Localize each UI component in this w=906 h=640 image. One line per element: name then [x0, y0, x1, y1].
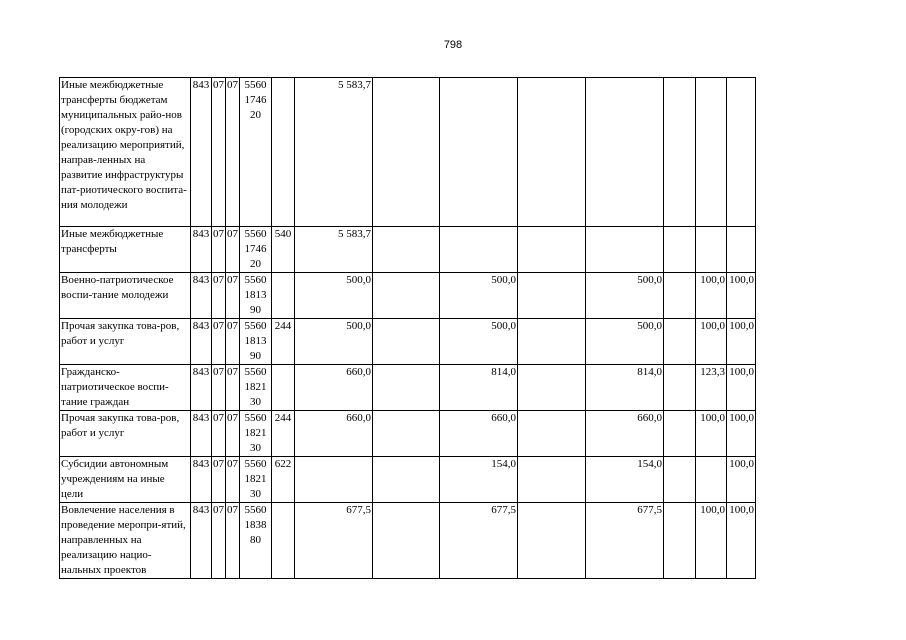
- ministry-code: 843: [191, 319, 212, 365]
- budget-table-body: [60, 78, 756, 579]
- amount-col-4: [518, 457, 586, 503]
- row-name: Иные межбюджетные трансферты бюджетам муниципальных райо-нов (городских окру-гов) на реализацию мероприятий, направ-ленных на развитие инфраструктуры пат-риотического воспита-ния молодежи: [60, 78, 191, 227]
- amount-col-3: [440, 227, 518, 273]
- expense-type-code: 244: [272, 411, 295, 457]
- subsection-code: 07: [226, 365, 240, 411]
- amount-col-2: [373, 365, 440, 411]
- amount-col-3: [440, 78, 518, 227]
- amount-col-6: [664, 319, 696, 365]
- ministry-code: 843: [191, 365, 212, 411]
- table-row: [60, 457, 756, 503]
- amount-col-1: 500,0: [295, 273, 373, 319]
- amount-col-6: [664, 78, 696, 227]
- percent-col-2: [727, 227, 756, 273]
- amount-col-1: [295, 457, 373, 503]
- percent-col-1: 100,0: [696, 503, 727, 579]
- amount-col-4: [518, 411, 586, 457]
- percent-col-2: 100,0: [727, 457, 756, 503]
- amount-col-4: [518, 78, 586, 227]
- target-article-code: 5560 1821 30: [240, 365, 272, 411]
- amount-col-5: 500,0: [586, 319, 664, 365]
- target-article-code: 5560 1746 20: [240, 78, 272, 227]
- row-name: Субсидии автономным учреждениям на иные цели: [60, 457, 191, 503]
- amount-col-6: [664, 227, 696, 273]
- subsection-code: 07: [226, 227, 240, 273]
- amount-col-2: [373, 503, 440, 579]
- amount-col-3: 660,0: [440, 411, 518, 457]
- row-name: Военно-патриотическое воспи-тание молодежи: [60, 273, 191, 319]
- amount-col-5: [586, 227, 664, 273]
- amount-col-5: 814,0: [586, 365, 664, 411]
- expense-type-code: [272, 365, 295, 411]
- percent-col-1: [696, 227, 727, 273]
- amount-col-5: 677,5: [586, 503, 664, 579]
- row-name: Прочая закупка това-ров, работ и услуг: [60, 411, 191, 457]
- target-article-code: 5560 1821 30: [240, 411, 272, 457]
- amount-col-5: 500,0: [586, 273, 664, 319]
- amount-col-1: 5 583,7: [295, 227, 373, 273]
- amount-col-4: [518, 503, 586, 579]
- section-code: 07: [212, 365, 226, 411]
- table-row: [60, 319, 756, 365]
- subsection-code: 07: [226, 78, 240, 227]
- target-article-code: 5560 1813 90: [240, 273, 272, 319]
- section-code: 07: [212, 411, 226, 457]
- budget-table: [59, 77, 756, 579]
- percent-col-1: 100,0: [696, 273, 727, 319]
- table-row: [60, 503, 756, 579]
- section-code: 07: [212, 457, 226, 503]
- amount-col-5: 154,0: [586, 457, 664, 503]
- subsection-code: 07: [226, 319, 240, 365]
- amount-col-2: [373, 78, 440, 227]
- amount-col-1: 660,0: [295, 365, 373, 411]
- amount-col-1: 677,5: [295, 503, 373, 579]
- expense-type-code: 540: [272, 227, 295, 273]
- ministry-code: 843: [191, 273, 212, 319]
- amount-col-5: [586, 78, 664, 227]
- amount-col-2: [373, 457, 440, 503]
- percent-col-2: 100,0: [727, 411, 756, 457]
- percent-col-1: [696, 457, 727, 503]
- section-code: 07: [212, 78, 226, 227]
- amount-col-1: 660,0: [295, 411, 373, 457]
- amount-col-1: 5 583,7: [295, 78, 373, 227]
- percent-col-2: 100,0: [727, 503, 756, 579]
- amount-col-3: 500,0: [440, 319, 518, 365]
- table-row: [60, 78, 756, 227]
- subsection-code: 07: [226, 503, 240, 579]
- amount-col-6: [664, 457, 696, 503]
- percent-col-1: 100,0: [696, 319, 727, 365]
- amount-col-4: [518, 273, 586, 319]
- ministry-code: 843: [191, 457, 212, 503]
- expense-type-code: [272, 503, 295, 579]
- expense-type-code: 244: [272, 319, 295, 365]
- ministry-code: 843: [191, 78, 212, 227]
- amount-col-6: [664, 503, 696, 579]
- table-row: [60, 273, 756, 319]
- percent-col-2: [727, 78, 756, 227]
- amount-col-6: [664, 273, 696, 319]
- amount-col-4: [518, 365, 586, 411]
- section-code: 07: [212, 319, 226, 365]
- amount-col-6: [664, 411, 696, 457]
- subsection-code: 07: [226, 457, 240, 503]
- row-name: Вовлечение населения в проведение меропри-ятий, направленных на реализацию нацио-нальных проектов: [60, 503, 191, 579]
- section-code: 07: [212, 227, 226, 273]
- amount-col-3: 814,0: [440, 365, 518, 411]
- amount-col-4: [518, 319, 586, 365]
- amount-col-3: 500,0: [440, 273, 518, 319]
- row-name: Иные межбюджетные трансферты: [60, 227, 191, 273]
- percent-col-1: 100,0: [696, 411, 727, 457]
- amount-col-4: [518, 227, 586, 273]
- amount-col-1: 500,0: [295, 319, 373, 365]
- row-name: Прочая закупка това-ров, работ и услуг: [60, 319, 191, 365]
- target-article-code: 5560 1746 20: [240, 227, 272, 273]
- table-row: [60, 227, 756, 273]
- amount-col-2: [373, 273, 440, 319]
- table-row: [60, 411, 756, 457]
- row-name: Гражданско-патриотическое воспи-тание граждан: [60, 365, 191, 411]
- ministry-code: 843: [191, 411, 212, 457]
- target-article-code: 5560 1821 30: [240, 457, 272, 503]
- ministry-code: 843: [191, 227, 212, 273]
- amount-col-3: 677,5: [440, 503, 518, 579]
- page-number: 798: [443, 39, 463, 51]
- amount-col-2: [373, 319, 440, 365]
- section-code: 07: [212, 503, 226, 579]
- percent-col-2: 100,0: [727, 365, 756, 411]
- amount-col-2: [373, 411, 440, 457]
- percent-col-1: 123,3: [696, 365, 727, 411]
- percent-col-2: 100,0: [727, 319, 756, 365]
- percent-col-1: [696, 78, 727, 227]
- target-article-code: 5560 1838 80: [240, 503, 272, 579]
- subsection-code: 07: [226, 411, 240, 457]
- expense-type-code: [272, 273, 295, 319]
- expense-type-code: 622: [272, 457, 295, 503]
- expense-type-code: [272, 78, 295, 227]
- amount-col-3: 154,0: [440, 457, 518, 503]
- table-row: [60, 365, 756, 411]
- amount-col-2: [373, 227, 440, 273]
- section-code: 07: [212, 273, 226, 319]
- percent-col-2: 100,0: [727, 273, 756, 319]
- amount-col-6: [664, 365, 696, 411]
- subsection-code: 07: [226, 273, 240, 319]
- ministry-code: 843: [191, 503, 212, 579]
- amount-col-5: 660,0: [586, 411, 664, 457]
- target-article-code: 5560 1813 90: [240, 319, 272, 365]
